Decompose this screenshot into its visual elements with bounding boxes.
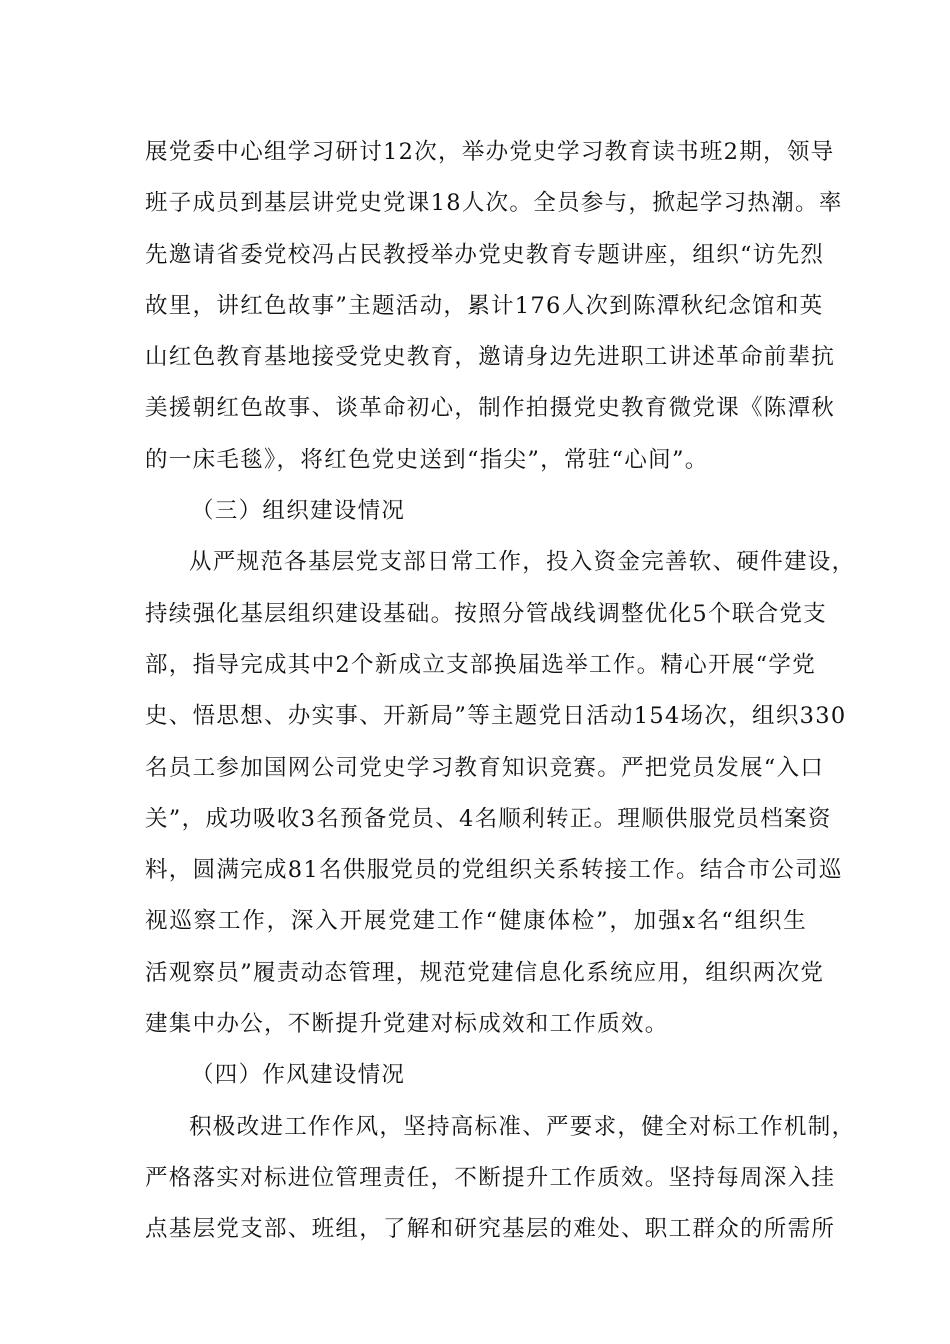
text-line: 严格落实对标进位管理责任，不断提升工作质效。坚持每周深入挂 [145,1164,836,1191]
text-line: 展党委中心组学习研讨12次，举办党史学习教育读书班2期，领导 [145,139,835,165]
text-line: 积极改进工作作风，坚持高标准、严要求，健全对标工作机制， [189,1113,856,1140]
text-line: 故里，讲红色故事”主题活动，累计176人次到陈潭秋纪念馆和英 [145,292,824,319]
text-line: 名员工参加国网公司党史学习教育知识竞赛。严把党员发展“入口 [145,754,825,781]
text-line: 视巡察工作，深入开展党建工作“健康体检”，加强x名“组织生 [145,908,807,935]
section-heading: （三）组织建设情况 [191,498,406,525]
text-line: 史、悟思想、办实事、开新局”等主题党日活动154场次，组织330 [145,703,847,730]
text-line: 山红色教育基地接受党史教育，邀请身边先进职工讲述革命前辈抗 [145,344,836,371]
text-line: 活观察员”履责动态管理，规范党建信息化系统应用，组织两次党 [145,959,825,986]
text-line: 先邀请省委党校冯占民教授举办党史教育专题讲座，组织“访先烈 [145,241,825,268]
text-line: 部，指导完成其中2个新成立支部换届选举工作。精心开展“学党 [145,651,817,678]
text-line: 美援朝红色故事、谈革命初心，制作拍摄党史教育微党课《陈潭秋 [145,395,836,422]
text-line: 关”，成功吸收3名预备党员、4名顺利转正。理顺供服党员档案资 [145,805,832,832]
text-line: 料，圆满完成81名供服党员的党组织关系转接工作。结合市公司巡 [145,857,843,884]
text-line: 班子成员到基层讲党史党课18人次。全员参与，掀起学习热潮。率 [145,190,843,217]
text-line: 从严规范各基层党支部日常工作，投入资金完善软、硬件建设， [189,549,856,576]
text-line: 点基层党支部、班组，了解和研究基层的难处、职工群众的所需所 [145,1216,836,1243]
text-line: 建集中办公，不断提升党建对标成效和工作质效。 [145,1011,669,1038]
document-page [145,131,856,1260]
text-line: 的一床毛毯》，将红色党史送到“指尖”，常驻“心间”。 [145,446,709,473]
text-line: 持续强化基层组织建设基础。按照分管战线调整优化5个联合党支 [145,600,828,627]
section-heading: （四）作风建设情况 [191,1062,406,1089]
